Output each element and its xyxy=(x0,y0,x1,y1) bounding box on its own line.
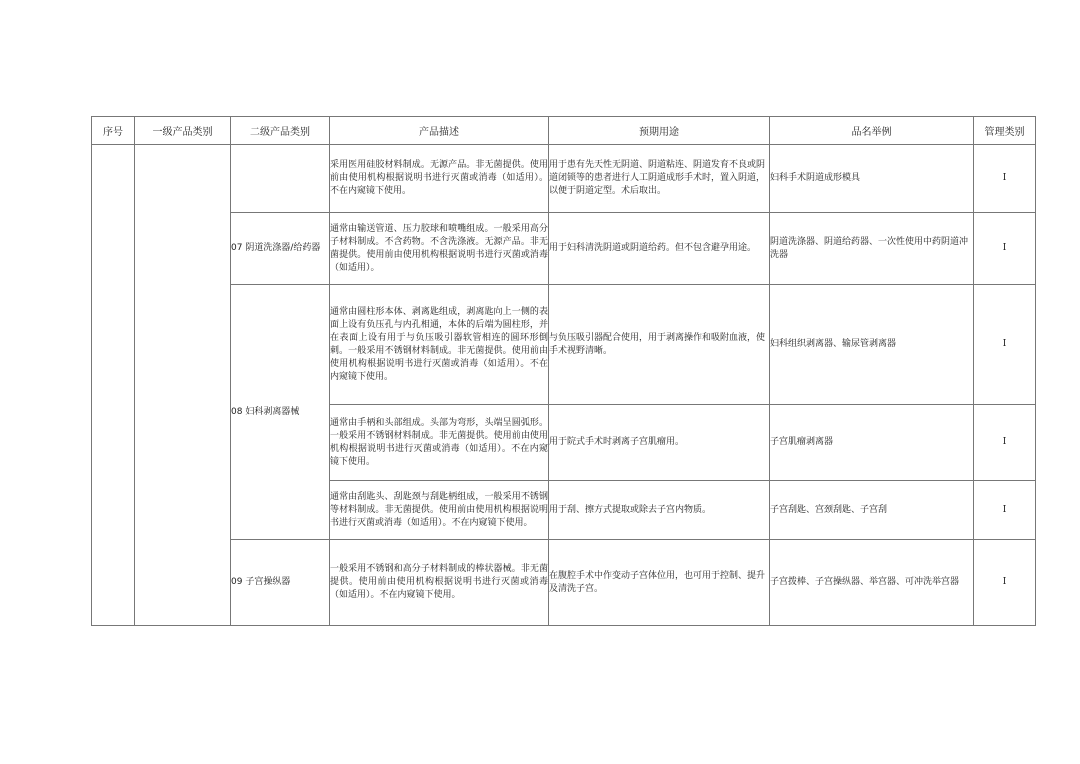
intended-use-cell: 用于妇科清洗阴道或阴道给药。但不包含避孕用途。 xyxy=(549,213,770,285)
intended-use-cell: 在腹腔手术中作变动子宫体位用，也可用于控制、提升及清洗子宫。 xyxy=(549,540,770,626)
class-cell: I xyxy=(974,540,1036,626)
table-header-row xyxy=(92,117,1036,145)
class-cell: I xyxy=(974,145,1036,213)
examples-cell: 妇科组织剥离器、输尿管剥离器 xyxy=(770,285,974,405)
category-2-cell: 07 阴道洗涤器/给药器 xyxy=(231,213,330,285)
description-cell: 通常由刮匙头、刮匙颈与刮匙柄组成，一般采用不锈钢等材料制成。非无菌提供。使用前由使用机构根据说明书进行灭菌或消毒（如适用）。不在内窥镜下使用。 xyxy=(330,481,549,540)
intended-use-cell: 用于刮、擦方式提取或除去子宫内物质。 xyxy=(549,481,770,540)
class-cell: I xyxy=(974,285,1036,405)
examples-cell: 子宫肌瘤剥离器 xyxy=(770,405,974,481)
table-row xyxy=(92,213,1036,285)
header-intended-use: 预期用途 xyxy=(549,117,770,145)
examples-cell: 阴道洗涤器、阴道给药器、一次性使用中药阴道冲洗器 xyxy=(770,213,974,285)
category-2-cell: 09 子宫操纵器 xyxy=(231,540,330,626)
category-1-cell xyxy=(135,145,231,626)
description-cell: 通常由输送管道、压力胶球和喷嘴组成。一般采用高分子材料制成。不含药物。不含洗涤液。无源产品。非无菌提供。使用前由使用机构根据说明书进行灭菌或消毒（如适用）。 xyxy=(330,213,549,285)
class-cell: I xyxy=(974,213,1036,285)
description-cell: 采用医用硅胶材料制成。无源产品。非无菌提供。使用前由使用机构根据说明书进行灭菌或消毒（如适用）。不在内窥镜下使用。 xyxy=(330,145,549,213)
description-cell: 通常由圆柱形本体、剥离匙组成，剥离匙向上一侧的表面上设有负压孔与内孔相通，本体的后端为圆柱形，并在表面上设有用于与负压吸引器软管相连的圆环形倒刺。一般采用不锈钢材料制成。非无菌提供。使用前由使用机构根据说明书进行灭菌或消毒（如适用）。不在内窥镜下使用。 xyxy=(330,285,549,405)
header-description: 产品描述 xyxy=(330,117,549,145)
class-cell: I xyxy=(974,405,1036,481)
header-category-2: 二级产品类别 xyxy=(231,117,330,145)
table-row xyxy=(92,145,1036,213)
examples-cell: 子宫拨棒、子宫操纵器、举宫器、可冲洗举宫器 xyxy=(770,540,974,626)
intended-use-cell: 用于院式手术时剥离子宫肌瘤用。 xyxy=(549,405,770,481)
category-2-cell xyxy=(231,145,330,213)
header-examples: 品名举例 xyxy=(770,117,974,145)
examples-cell: 妇科手术阴道成形模具 xyxy=(770,145,974,213)
product-catalog-table xyxy=(91,116,1036,626)
category-2-cell: 08 妇科剥离器械 xyxy=(231,285,330,540)
table-row xyxy=(92,285,1036,405)
serial-cell xyxy=(92,145,135,626)
header-serial: 序号 xyxy=(92,117,135,145)
header-category-1: 一级产品类别 xyxy=(135,117,231,145)
table-row xyxy=(92,540,1036,626)
header-class: 管理类别 xyxy=(974,117,1036,145)
description-cell: 一般采用不锈钢和高分子材料制成的棒状器械。非无菌提供。使用前由使用机构根据说明书进行灭菌或消毒（如适用）。不在内窥镜下使用。 xyxy=(330,540,549,626)
intended-use-cell: 与负压吸引器配合使用，用于剥离操作和吸附血液，使手术视野清晰。 xyxy=(549,285,770,405)
examples-cell: 子宫刮匙、宫颈刮匙、子宫刮 xyxy=(770,481,974,540)
class-cell: I xyxy=(974,481,1036,540)
intended-use-cell: 用于患有先天性无阴道、阴道粘连、阴道发育不良或阴道闭锁等的患者进行人工阴道成形手术时，置入阴道，以便于阴道定型。术后取出。 xyxy=(549,145,770,213)
description-cell: 通常由手柄和头部组成。头部为弯形，头端呈圆弧形。一般采用不锈钢材料制成。非无菌提供。使用前由使用机构根据说明书进行灭菌或消毒（如适用）。不在内窥镜下使用。 xyxy=(330,405,549,481)
